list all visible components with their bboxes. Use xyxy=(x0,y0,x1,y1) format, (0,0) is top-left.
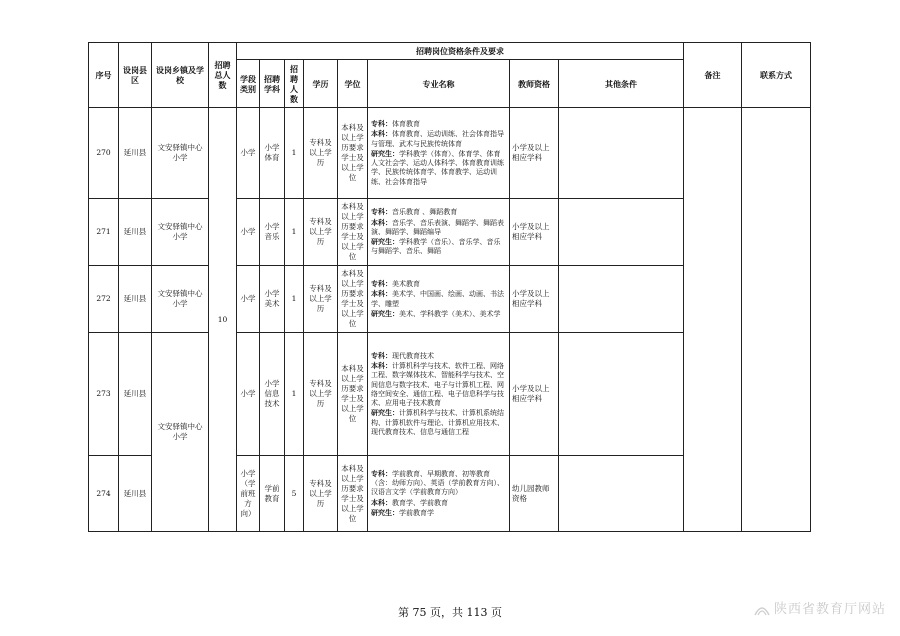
major-text: 美术、学科教学（美术）、美术学 xyxy=(399,309,501,318)
major-label: 研究生： xyxy=(371,237,399,247)
total-count: 10 xyxy=(209,108,237,532)
major-line xyxy=(371,498,506,508)
header-remark: 备注 xyxy=(684,43,742,108)
header-seq: 序号 xyxy=(89,43,119,108)
major-line xyxy=(371,408,506,437)
row-count: 1 xyxy=(285,199,304,266)
row-stage: 小学 xyxy=(237,108,260,199)
contact-cell xyxy=(742,108,811,532)
row-education: 专科及以上学历 xyxy=(304,266,338,333)
header-total: 招聘总人数 xyxy=(209,43,237,108)
major-label: 研究生： xyxy=(371,408,399,418)
row-education: 专科及以上学历 xyxy=(304,108,338,199)
major-text: 音乐学、音乐表演、舞蹈学、舞蹈表演、舞蹈学、舞蹈编导 xyxy=(371,218,504,236)
table-row xyxy=(89,108,811,199)
row-stage: 小学（学前班方向） xyxy=(237,456,260,532)
row-seq: 273 xyxy=(89,333,119,456)
major-text: 学科教学（体育）、体育学、体育人文社会学、运动人体科学、体育教育训练学、民族传统体育学、体育教学、运动训练、社会体育指导 xyxy=(371,149,504,186)
row-stage: 小学 xyxy=(237,266,260,333)
major-text: 现代教育技术 xyxy=(392,351,434,360)
row-major xyxy=(368,199,510,266)
major-label: 专科： xyxy=(371,207,392,217)
major-label: 研究生： xyxy=(371,507,399,517)
header-stage: 学段类别 xyxy=(237,60,260,108)
row-county: 延川县 xyxy=(119,266,152,333)
row-count: 1 xyxy=(285,333,304,456)
major-label: 本科： xyxy=(371,217,392,227)
row-school: 文安驿镇中心小学 xyxy=(152,333,209,532)
row-subject: 学前教育 xyxy=(260,456,285,532)
row-major xyxy=(368,456,510,532)
page-number: 第 75 页，共 113 页 xyxy=(398,606,502,619)
major-text: 计算机科学与技术、计算机系统结构、计算机软件与理论、计算机应用技术、现代教育技术、信息与通信工程 xyxy=(371,409,504,437)
row-count: 1 xyxy=(285,266,304,333)
row-stage: 小学 xyxy=(237,333,260,456)
major-line xyxy=(371,279,506,289)
row-subject: 小学美术 xyxy=(260,266,285,333)
header-contact: 联系方式 xyxy=(742,43,811,108)
row-seq: 271 xyxy=(89,199,119,266)
watermark-text: 陕西省教育厅网站 xyxy=(773,602,886,617)
major-label: 研究生： xyxy=(371,148,399,158)
row-education: 专科及以上学历 xyxy=(304,456,338,532)
major-label: 本科： xyxy=(371,360,392,370)
major-label: 专科： xyxy=(371,118,392,128)
major-text: 美术教育 xyxy=(392,279,420,288)
header-count: 招聘人数 xyxy=(285,60,304,108)
row-school: 文安驿镇中心小学 xyxy=(152,199,209,266)
major-label: 本科： xyxy=(371,129,392,139)
row-other xyxy=(559,456,684,532)
header-township: 设岗乡镇及学校 xyxy=(152,43,209,108)
header-major: 专业名称 xyxy=(368,60,510,108)
row-degree: 本科及以上学历要求学士及以上学位 xyxy=(338,266,368,333)
row-stage: 小学 xyxy=(237,199,260,266)
header-degree: 学位 xyxy=(338,60,368,108)
major-label: 研究生： xyxy=(371,308,399,318)
major-text: 美术学、中国画、绘画、动画、书法学、雕塑 xyxy=(371,290,504,308)
major-line xyxy=(371,309,506,319)
major-line xyxy=(371,218,506,238)
row-major xyxy=(368,266,510,333)
row-education: 专科及以上学历 xyxy=(304,333,338,456)
header-requirements-group: 招聘岗位资格条件及要求 xyxy=(237,43,684,60)
header-subject: 招聘学科 xyxy=(260,60,285,108)
row-count: 5 xyxy=(285,456,304,532)
major-label: 专科： xyxy=(371,350,392,360)
major-line xyxy=(371,351,506,361)
major-line xyxy=(371,237,506,257)
row-subject: 小学音乐 xyxy=(260,199,285,266)
major-line xyxy=(371,469,506,498)
row-county: 延川县 xyxy=(119,108,152,199)
major-line xyxy=(371,129,506,149)
row-seq: 274 xyxy=(89,456,119,532)
major-text: 计算机科学与技术、软件工程、网络工程、数字媒体技术、智能科学与技术、空间信息与数字技术、电子与计算机工程、网络空间安全、通信工程、电子信息科学与技术、应用电子技术教育 xyxy=(371,361,504,408)
major-line xyxy=(371,149,506,187)
row-seq: 270 xyxy=(89,108,119,199)
major-line xyxy=(371,289,506,309)
major-text: 体育教育 xyxy=(392,119,420,128)
remark-cell xyxy=(684,108,742,532)
row-teacher-cert: 小学及以上相应学科 xyxy=(510,333,559,456)
row-school: 文安驿镇中心小学 xyxy=(152,266,209,333)
row-other xyxy=(559,199,684,266)
row-degree: 本科及以上学历要求学士及以上学位 xyxy=(338,456,368,532)
row-teacher-cert: 小学及以上相应学科 xyxy=(510,108,559,199)
row-county: 延川县 xyxy=(119,333,152,456)
row-subject: 小学信息技术 xyxy=(260,333,285,456)
row-subject: 小学体育 xyxy=(260,108,285,199)
row-degree: 本科及以上学历要求学士及以上学位 xyxy=(338,333,368,456)
major-label: 专科： xyxy=(371,468,392,478)
row-seq: 272 xyxy=(89,266,119,333)
header-other: 其他条件 xyxy=(559,60,684,108)
header-teacher-cert: 教师资格 xyxy=(510,60,559,108)
row-other xyxy=(559,266,684,333)
major-line xyxy=(371,361,506,408)
major-text: 教育学、学前教育 xyxy=(392,498,448,507)
major-text: 学科教学（音乐）、音乐学、音乐与舞蹈学、音乐、舞蹈 xyxy=(371,238,501,256)
row-teacher-cert: 小学及以上相应学科 xyxy=(510,199,559,266)
watermark-logo-icon xyxy=(753,603,771,617)
row-other xyxy=(559,333,684,456)
row-degree: 本科及以上学历要求学士及以上学位 xyxy=(338,199,368,266)
major-label: 本科： xyxy=(371,289,392,299)
watermark xyxy=(753,598,886,617)
major-label: 本科： xyxy=(371,497,392,507)
row-count: 1 xyxy=(285,108,304,199)
row-education: 专科及以上学历 xyxy=(304,199,338,266)
row-teacher-cert: 幼儿园教师资格 xyxy=(510,456,559,532)
major-line xyxy=(371,119,506,129)
row-county: 延川县 xyxy=(119,456,152,532)
major-line xyxy=(371,508,506,518)
row-teacher-cert: 小学及以上相应学科 xyxy=(510,266,559,333)
row-other xyxy=(559,108,684,199)
row-county: 延川县 xyxy=(119,199,152,266)
major-text: 音乐教育 、舞蹈教育 xyxy=(392,208,458,217)
row-school: 文安驿镇中心小学 xyxy=(152,108,209,199)
major-line xyxy=(371,207,506,217)
recruitment-table xyxy=(88,42,811,532)
major-label: 专科： xyxy=(371,278,392,288)
header-education: 学历 xyxy=(304,60,338,108)
row-major xyxy=(368,333,510,456)
major-text: 学前教育学 xyxy=(399,508,434,517)
major-text: 学前教育、早期教育、初等教育（含：幼师方向）、英语（学前教育方向）、汉语言文学（学前教育方向） xyxy=(371,469,504,497)
major-text: 体育教育、运动训练、社会体育指导与管理、武术与民族传统体育 xyxy=(371,130,504,148)
row-major xyxy=(368,108,510,199)
row-degree: 本科及以上学历要求学士及以上学位 xyxy=(338,108,368,199)
header-county: 设岗县区 xyxy=(119,43,152,108)
